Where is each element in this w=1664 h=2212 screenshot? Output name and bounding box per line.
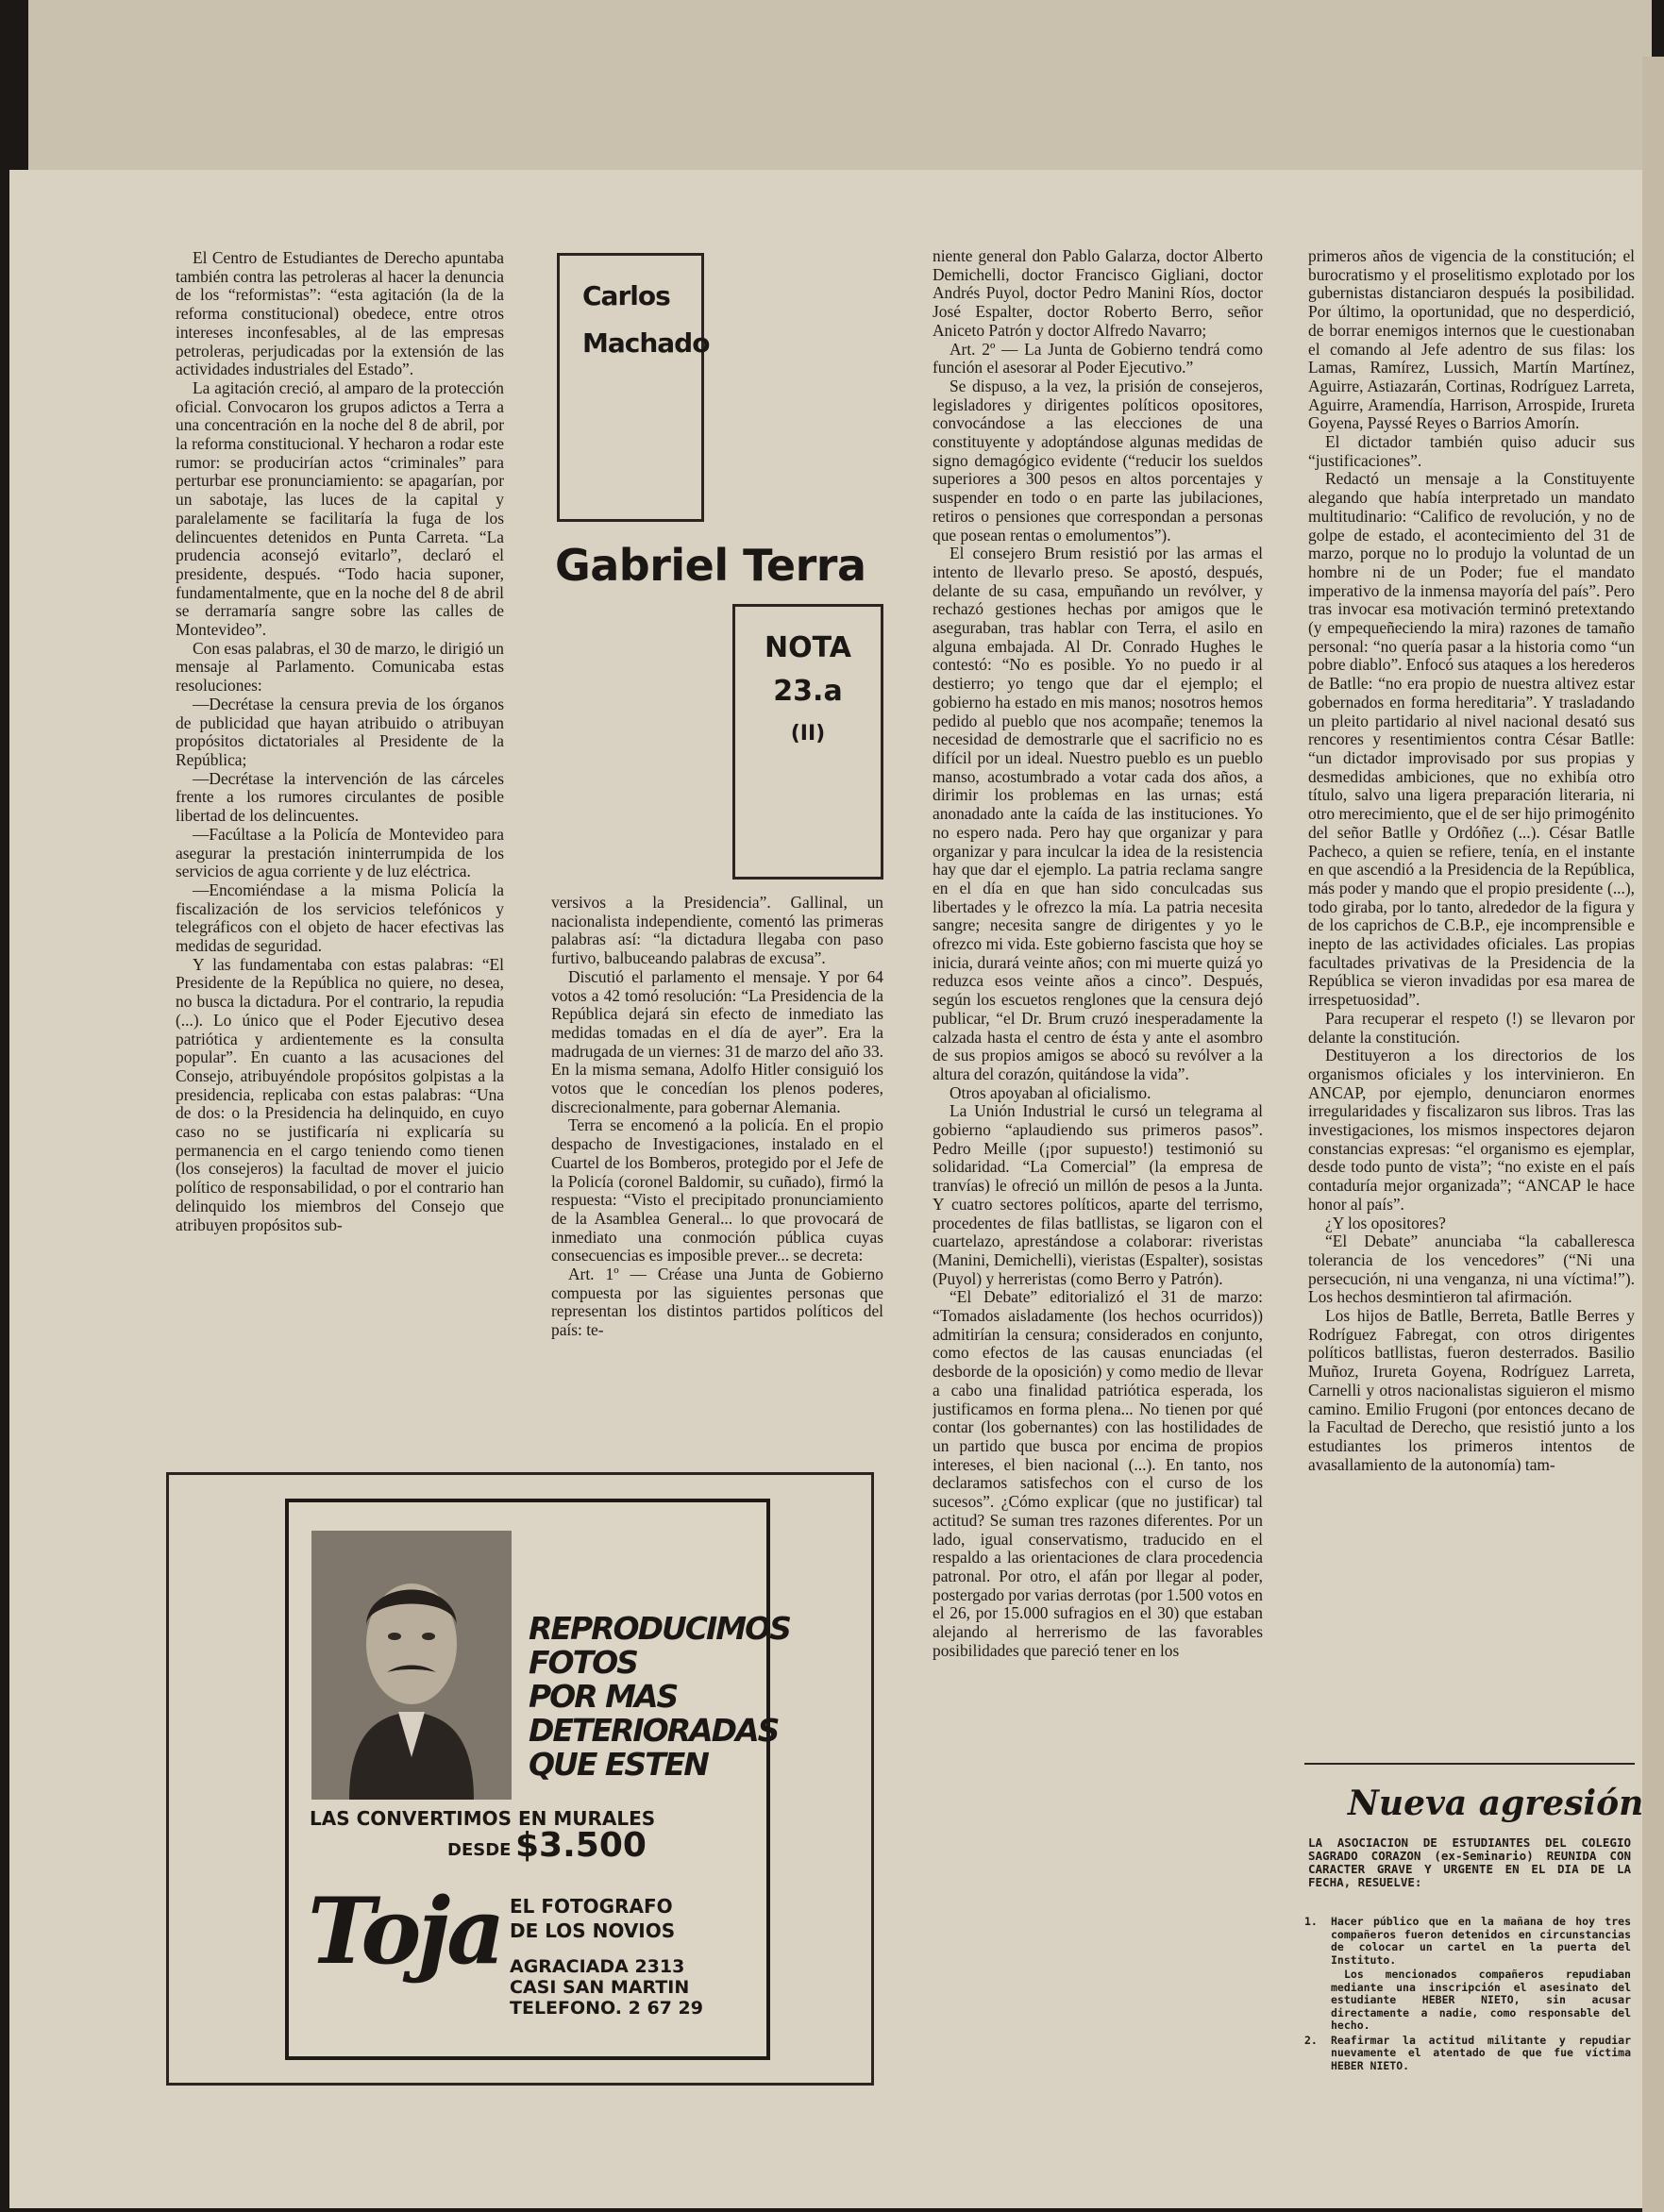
sidebar-title: Nueva agresión [1348, 1784, 1644, 1823]
paragraph: —Decrétase la censura previa de los órganos de publicidad que hayan atribuido o atribuyan propósitos dictatoriales al Presidente de la República; [176, 694, 504, 769]
paragraph: Se dispuso, a la vez, la prisión de consejeros, legisladores y dirigentes políticos opositores, convocándose a las elecciones de una constituyente y adoptándose algunas medidas de signo demagógico evidente (“reducir los sueldos superiores a 300 pesos en altos porcentajes y suspender en todo o en parte las jubilaciones, retiros o pensiones que correspondan a personas que posean rentas o emolumentos”). [933, 376, 1263, 545]
paragraph: —Facúltase a la Policía de Montevideo para asegurar la prestación ininterrumpida de los servicios de agua corriente y de luz eléctrica. [176, 824, 504, 881]
ad-address-line: AGRACIADA 2313 [510, 1956, 685, 1977]
list-text: Hacer público que en la mañana de hoy tres compañeros fueron detenidos en circunstancias de colocar un cartel en la puerta del Instituto. [1331, 1915, 1631, 1967]
article-column-1 [176, 249, 504, 1466]
ad-subheading: LAS CONVERTIMOS EN MURALES [310, 1807, 656, 1830]
ad-tagline [510, 1894, 675, 1943]
note-label: NOTA [765, 631, 851, 664]
note-number: 23.a [773, 675, 843, 708]
paragraph: versivos a la Presidencia”. Gallinal, un nacionalista independiente, comentó las primeras palabras así: “la dictadura llegaba con paso furtivo, balbuceando palabras de excusa”. [551, 894, 883, 968]
paragraph: Otros apoyaban al oficialismo. [950, 1082, 1151, 1102]
ad-headline [529, 1610, 790, 1783]
paragraph: El Centro de Estudiantes de Derecho apuntaba también contra las petroleras al hacer la denuncia de los “reformistas”: “esta agitación (la de la reforma constitucional) obedece, entre otros intereses inconfesables, al de las empresas petroleras, perjudicadas por la extensión de las actividades industriales del Estado”. [176, 249, 504, 379]
ad-headline-line: REPRODUCIMOS [529, 1610, 790, 1647]
paragraph: Terra se encomenó a la policía. En el propio despacho de Investigaciones, instalado en el Cuartel de los Bomberos, protegido por el Jefe de la Policía (coronel Baldomir, su cuñado), firmó la respuesta: “Visto el precipitado pronunciamiento de la Asamblea General... lo que provocará de inmediato una conmoción pública cuyas consecuencias es imposible prever... se decreta: [551, 1115, 883, 1265]
sidebar-divider [1304, 1763, 1635, 1765]
author-first-name: Carlos [582, 280, 670, 311]
article-column-2 [551, 894, 883, 1465]
paragraph: —Decrétase la intervención de las cárceles frente a los rumores circulantes de posible libertad de los delincuentes. [176, 768, 504, 826]
ad-address [510, 1956, 703, 2019]
paragraph: “El Debate” editorializó el 31 de marzo: “Tomados aisladamente (los hechos ocurridos)) admitirían la censura; considerados en conjunto, como efectos de las causas enunciadas (el desborde de la oposición) y como medio de llevar a cabo una finalidad patriótica esperada, los justificamos en forma plena... No tienen por qué contar (los gobernantes) con las hostilidades de un partido que busca por encima de propios intereses, el bien nacional (...). En tanto, nos declaramos satisfechos con el curso de los sucesos”. ¿Cómo explicar (que no justificar) tal actitud? Se suman tres razones diferentes. Por un lado, igual conservatismo, traducido en el respaldo a las orientaciones de clara procedencia patronal. Por otro, el afán por llegar al poder, postergado por varias derrotas (por 1.500 votos en el 26, por 15.000 sufragios en el 30) que estaban alejando al herrerismo de las favorables posibilidades que pareció tener en los [933, 1287, 1263, 1660]
ad-tagline-line: EL FOTOGRAFO [510, 1895, 673, 1918]
sidebar-resolutions [1304, 1916, 1631, 2074]
paragraph: “El Debate” anunciaba “la caballeresca tolerancia de los vencedores” (“Ni una persecución, ni una venganza, ni una víctima!”). Los hechos desmintieron tal afirmación. [1308, 1232, 1635, 1307]
ad-tagline-line: DE LOS NOVIOS [510, 1919, 676, 1942]
ad-headline-line: QUE ESTEN [529, 1746, 708, 1783]
paragraph: El dictador también quiso aducir sus “justificaciones”. [1308, 432, 1635, 470]
paragraph: Art. 1º — Créase una Junta de Gobierno compuesta por las siguientes personas que representan los distintos partidos políticos del país: te- [551, 1265, 883, 1340]
paragraph: Los hijos de Batlle, Berreta, Batlle Berres y Rodríguez Fabregat, con otros dirigentes políticos batllistas, fueron desterrados. Basilio Muñoz, Irureta Goyena, Rodríguez Larreta, Carnelli y otros nacionalistas siguieron el mismo camino. Emilio Frugoni (por entonces decano de la Facultad de Derecho, que resistió junto a los estudiantes los primeros intentos de avasallamiento de la autonomía) tam- [1308, 1306, 1635, 1474]
paragraph: La Unión Industrial le cursó un telegrama al gobierno “aplaudiendo sus primeros pasos”. Pedro Meille (¡por supuesto!) testimonió su solidaridad. “La Comercial” (la empresa de tranvías) le ofreció un millón de pesos a la Junta. Y cuatro sectores políticos, aparte del terrismo, procedentes de filas batllistas, se ligaron con el cuartelazo, aprestándose a colaborar: riveristas (Manini, Demichelli), vieristas (Espalter), sosistas (Puyol) y herreristas (como Berro y Patrón). [933, 1101, 1263, 1288]
paragraph: ¿Y los opositores? [1325, 1213, 1446, 1232]
paragraph: El consejero Brum resistió por las armas el intento de llevarlo preso. Se apostó, después, delante de su casa, empuñando un revólver, y rechazó gestiones hechas por amigos que le aseguraban, tras hablar con Terra, el asilo en alguna embajada. Al Dr. Conrado Hughes le contestó: “No es posible. Yo no puedo ir al destierro; yo tengo que dar el ejemplo; el gobierno ha estado en mis manos; nosotros hemos pedido al pueblo que nos acompañe; tenemos la necesidad de demostrarle que el sacrificio no es difícil por un ideal. Nuestro pueblo es un pueblo manso, acostumbrado a votar cada dos años, a dirimir los problemas en las urnas; está anonadado ante la caída de las instituciones. Yo no espero nada. Pero hay que organizar y para organizar y para inculcar la idea de la resistencia hay que dar el ejemplo. La patria reclama sangre en el día en que han sido conculcadas sus libertades y le ofrezco la mía. La patria necesita sangre; necesita sangre de dirigentes y yo le ofrezco mi vida. Este gobierno fascista que hoy se inicia, durará veinte años; con mi muerte quizá yo reduzca esos veinte años a cinco”. Después, según los escuetos renglones que la censura dejó publicar, “el Dr. Brum cruzó inesperadamente la calzada hasta el centro de ésta y ante el asombro de sus propios amigos se abocó su revólver a la altura del corazón, quitándose la vida”. [933, 544, 1263, 1083]
paragraph: Con esas palabras, el 30 de marzo, le dirigió un mensaje al Parlamento. Comunicaba estas resoluciones: [176, 638, 504, 695]
paragraph: Para recuperar el respeto (!) se llevaron por delante la constitución. [1308, 1008, 1635, 1047]
author-last-name: Machado [582, 327, 710, 359]
list-number: 1. [1304, 1915, 1318, 1928]
list-text: Reafirmar la actitud militante y repudiar nuevamente el atentado de que fue víctima HEBER NIETO. [1331, 2033, 1631, 2072]
note-box [732, 604, 883, 880]
article-column-3 [933, 247, 1263, 2092]
ad-headline-line: FOTOS [529, 1644, 637, 1681]
author-box [557, 253, 710, 522]
paragraph: niente general don Pablo Galarza, doctor Alberto Demichelli, doctor Francisco Gigliani, doctor Andrés Puyol, doctor Pedro Manini Ríos, doctor José Espalter, doctor Roberto Berro, señor Aniceto Patrón y doctor Alfredo Navarro; [933, 247, 1263, 340]
ad-price: $3.500 [515, 1826, 647, 1865]
ad-address-line: TELEFONO. 2 67 29 [510, 1998, 703, 2019]
sidebar-intro: LA ASOCIACION DE ESTUDIANTES DEL COLEGIO SAGRADO CORAZON (ex-Seminario) REUNIDA CON CARACTER GRAVE Y URGENTE EN EL DIA DE LA FECHA, RESUELVE: [1308, 1835, 1631, 1889]
ad-brand-logo: Toja [308, 1878, 502, 1985]
ad-address-line: CASI SAN MARTIN [510, 1977, 690, 1998]
ad-price-prefix: DESDE [447, 1840, 512, 1860]
paragraph: Destituyeron a los directorios de los organismos oficiales y los intervinieron. En ANCAP, por ejemplo, denunciaron enormes irregularidades y fiscalizaron sus libros. Tras las investigaciones, los mismos inspectores dejaron constancias expresas: “el organismo es ejemplar, desde todo punto de vista”; “no existe en el país contaduría mejor organizada”; “ANCAP le hace honor al país”. [1308, 1046, 1635, 1214]
paragraph: La agitación creció, al amparo de la protección oficial. Convocaron los grupos adictos a Terra a una concentración en la noche del 8 de abril, por la reforma constitucional. Y hecharon a rodar este rumor: se producirían actos “criminales” para perturbar ese pronunciamiento: se apagarían, por un sabotaje, las luces de la capital y paralelamente se facilitaría la fuga de los delincuentes detenidos en Punta Carreta. “La prudencia aconsejó evitarlo”, declaró el presidente, después. “Todo hacia suponer, fundamentalmente, que en la noche del 8 de abril se derramaría sangre sobre las calles de Montevideo”. [176, 377, 504, 640]
portrait-photo [311, 1531, 512, 1800]
paragraph: Art. 2º — La Junta de Gobierno tendrá como función el asesorar al Poder Ejecutivo.” [933, 339, 1263, 377]
ad-headline-line: POR MAS [529, 1678, 678, 1715]
list-item [1304, 2035, 1631, 2073]
list-item: Los mencionados compañeros repudiaban mediante una inscripción el asesinato del estudiante HEBER NIETO, sin acusar directamente a nadie, como responsable del hecho. [1331, 1968, 1631, 2032]
paragraph: primeros años de vigencia de la constitución; el burocratismo y el proselitismo explotado por los gubernistas distanciaron después la posibilidad. Por último, la oportunidad, que no desperdició, de borrar enemigos internos que le cuestionaban el comando al Jefe adentro de sus filas: los Lamas, Ramírez, Lussich, Martín Martínez, Aguirre, Astiazarán, Cortinas, Rodríguez Larreta, Aguirre, Aramendía, Harrison, Arrospide, Irureta Goyena, Payssé Reyes o Barrios Amorín. [1308, 247, 1635, 433]
list-number: 2. [1304, 2033, 1318, 2047]
note-part: (II) [790, 722, 826, 746]
article-headline: Gabriel Terra [555, 540, 866, 591]
ad-headline-line: DETERIORADAS [529, 1712, 779, 1749]
paragraph: Y las fundamentaba con estas palabras: “El Presidente de la República no quiere, no desea, no busca la dictadura. Por el contrario, la repudia (...). Lo único que el Poder Ejecutivo desea patriótica y ardientemente es la consulta popular”. En cuanto a las acusaciones del Consejo, atribuyéndole propósitos golpistas a la presidencia, replicaba con estas palabras: “Una de dos: o la Presidencia ha delinquido, en cuyo caso no se justificaría ni explicaría su permanencia en el cargo teniendo como tienen (los consejeros) la facultad de mover el juicio político de responsabilidad, o por el contrario han delinquido los miembros del Consejo que atribuyen propósitos sub- [176, 954, 504, 1234]
paragraph: —Encomiéndase a la misma Policía la fiscalización de los servicios telefónicos y telegráficos con el objeto de hacer efectivas las medidas de seguridad. [176, 880, 504, 956]
page-edge [1642, 57, 1664, 2212]
paragraph: Discutió el parlamento el mensaje. Y por 64 votos a 42 tomó resolución: “La Presidencia de la República dejará sin efecto de inmediato las medidas tomadas en el día de ayer”. Era la madrugada de un viernes: 31 de marzo del año 33. En la misma semana, Adolfo Hitler consiguió los votos que le concedían los plenos poderes, discrecionalmente, para gobernar Alemania. [551, 966, 883, 1116]
list-item [1304, 1916, 1631, 1967]
article-column-4 [1308, 247, 1635, 1757]
paragraph: Redactó un mensaje a la Constituyente alegando que había interpretado un mandato multitudinario: “Califico de revolución, y no de golpe de estado, el acontecimiento del 31 de marzo, porque no lo produjo la voluntad de un hombre ni de un Poder; fue el mandato imperativo de la inmensa mayoría del país”. Pero tras invocar esa motivación terminó pretextando (y empequeñeciendo la mira) razones de tamaño personal: “no quería pasar a la historia como “un pobre diablo”. Enfocó sus ataques a los herederos de Batlle: “no era propio de nuestra altivez estar gobernados en forma hereditaria”. Y trasladando un pleito partidario al nivel nacional desató sus rencores y resentimientos contra César Batlle: “un dictador improvisado por sus propias y desmedidas ambiciones, que no exhibía otro título, salvo una ligera preparación literaria, ni otro merecimiento, que el de ser hijo primogénito del señor Batlle y Ordóñez (...). César Batlle Pacheco, a quien se refiere, tenía, en el instante en que ascendió a la Presidencia de la República, más poder y mando que el propio presidente (...), todo giraba, por lo tanto, alrededor de la figura y de los caprichos de C.B.P., eje incomprensible e inepto de las actividades oficiales. Las propias facultades privativas de la Presidencia de la República se vieron invadidas por esa marea de irrespetuosidad”. [1308, 469, 1635, 1010]
